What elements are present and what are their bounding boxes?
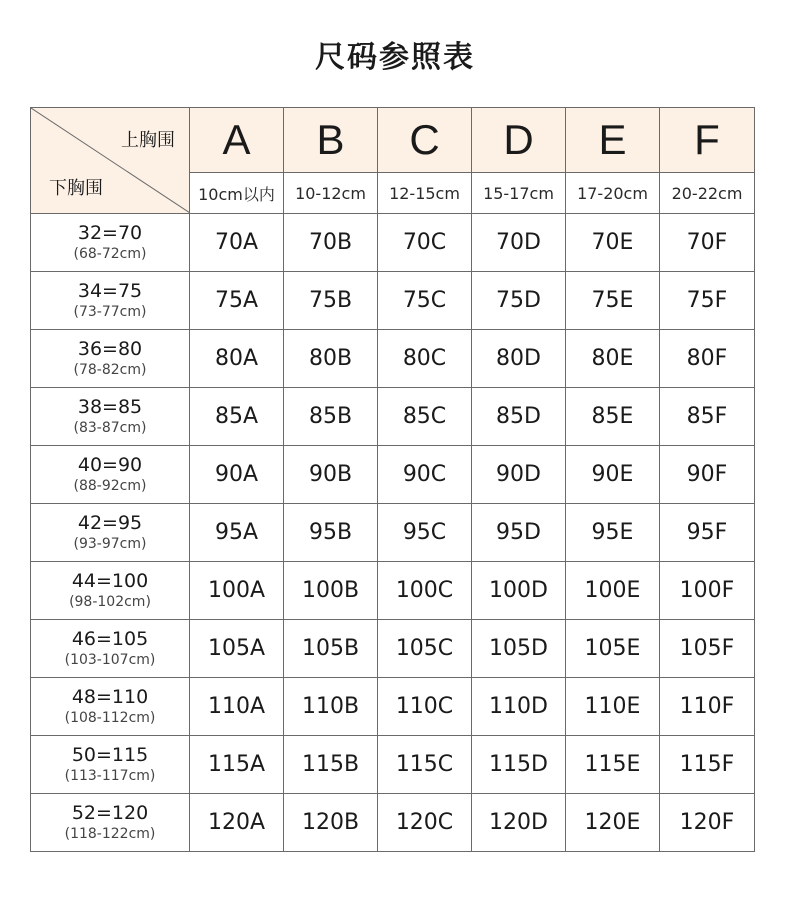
size-cell: 100D <box>472 562 566 620</box>
table-row <box>31 272 755 330</box>
size-cell: 95E <box>566 504 660 562</box>
cup-letter-cell: F <box>660 108 755 173</box>
band-size-cell <box>31 330 190 388</box>
size-cell: 110E <box>566 678 660 736</box>
size-cell: 80A <box>190 330 284 388</box>
size-cell: 90D <box>472 446 566 504</box>
band-size-cell <box>31 214 190 272</box>
band-size-label: 38=85 <box>77 395 143 418</box>
table-row <box>31 446 755 504</box>
size-cell: 95A <box>190 504 284 562</box>
size-cell: 110C <box>378 678 472 736</box>
size-cell: 70A <box>190 214 284 272</box>
size-cell: 95D <box>472 504 566 562</box>
size-cell: 75B <box>284 272 378 330</box>
size-cell: 90A <box>190 446 284 504</box>
size-cell: 95F <box>660 504 755 562</box>
size-cell: 85D <box>472 388 566 446</box>
size-cell: 115F <box>660 736 755 794</box>
size-cell: 100E <box>566 562 660 620</box>
size-cell: 70F <box>660 214 755 272</box>
size-cell: 70D <box>472 214 566 272</box>
cup-range-cell: 12-15cm <box>378 173 472 214</box>
size-cell: 90F <box>660 446 755 504</box>
band-range-label: (113-117cm) <box>64 767 156 784</box>
cup-range-cell: 10cm以内 <box>190 173 284 214</box>
band-size-label: 46=105 <box>71 627 149 650</box>
band-range-label: (98-102cm) <box>69 593 151 610</box>
band-range-label: (78-82cm) <box>73 361 147 378</box>
under-bust-label: 下胸围 <box>49 178 103 199</box>
table-row <box>31 736 755 794</box>
band-range-label: (83-87cm) <box>73 419 147 436</box>
size-cell: 95C <box>378 504 472 562</box>
cup-letter-cell: D <box>472 108 566 173</box>
size-cell: 115B <box>284 736 378 794</box>
size-cell: 120B <box>284 794 378 852</box>
size-cell: 100C <box>378 562 472 620</box>
band-size-label: 50=115 <box>71 743 149 766</box>
band-size-cell <box>31 736 190 794</box>
band-size-cell <box>31 504 190 562</box>
size-cell: 105B <box>284 620 378 678</box>
page-title: 尺码参照表 <box>315 40 475 75</box>
table-row <box>31 620 755 678</box>
size-cell: 70B <box>284 214 378 272</box>
band-size-label: 48=110 <box>71 685 149 708</box>
size-cell: 110A <box>190 678 284 736</box>
size-cell: 120C <box>378 794 472 852</box>
size-cell: 80B <box>284 330 378 388</box>
size-cell: 120E <box>566 794 660 852</box>
band-size-label: 44=100 <box>71 569 149 592</box>
size-cell: 110D <box>472 678 566 736</box>
band-range-label: (103-107cm) <box>64 651 156 668</box>
cup-range-cell: 20-22cm <box>660 173 755 214</box>
band-size-label: 52=120 <box>71 801 149 824</box>
size-cell: 75D <box>472 272 566 330</box>
band-size-label: 42=95 <box>77 511 143 534</box>
size-cell: 105E <box>566 620 660 678</box>
cup-letter-cell: C <box>378 108 472 173</box>
band-range-label: (108-112cm) <box>64 709 156 726</box>
band-size-cell <box>31 272 190 330</box>
size-cell: 90B <box>284 446 378 504</box>
cup-letter-cell: E <box>566 108 660 173</box>
size-cell: 75F <box>660 272 755 330</box>
size-cell: 105C <box>378 620 472 678</box>
cup-letter-cell: B <box>284 108 378 173</box>
corner-header-cell <box>31 108 190 214</box>
size-cell: 80E <box>566 330 660 388</box>
band-range-label: (88-92cm) <box>73 477 147 494</box>
size-cell: 80D <box>472 330 566 388</box>
band-size-cell <box>31 678 190 736</box>
band-size-cell <box>31 562 190 620</box>
band-size-label: 36=80 <box>77 337 143 360</box>
size-cell: 90E <box>566 446 660 504</box>
cup-range-cell: 15-17cm <box>472 173 566 214</box>
size-cell: 70E <box>566 214 660 272</box>
size-cell: 75C <box>378 272 472 330</box>
band-size-label: 40=90 <box>77 453 143 476</box>
table-row <box>31 794 755 852</box>
band-size-cell <box>31 446 190 504</box>
size-cell: 120A <box>190 794 284 852</box>
cup-range-cell: 17-20cm <box>566 173 660 214</box>
size-cell: 80C <box>378 330 472 388</box>
size-cell: 110B <box>284 678 378 736</box>
size-cell: 115C <box>378 736 472 794</box>
band-size-cell <box>31 794 190 852</box>
size-cell: 100B <box>284 562 378 620</box>
table-row <box>31 388 755 446</box>
size-cell: 110F <box>660 678 755 736</box>
size-cell: 120D <box>472 794 566 852</box>
table-row <box>31 678 755 736</box>
size-cell: 80F <box>660 330 755 388</box>
band-range-label: (93-97cm) <box>73 535 147 552</box>
size-cell: 85B <box>284 388 378 446</box>
band-range-label: (68-72cm) <box>73 245 147 262</box>
band-size-cell <box>31 388 190 446</box>
size-chart-table <box>30 107 755 852</box>
cup-range-cell: 10-12cm <box>284 173 378 214</box>
size-cell: 75A <box>190 272 284 330</box>
table-row <box>31 214 755 272</box>
upper-bust-label: 上胸围 <box>121 130 175 151</box>
size-cell: 90C <box>378 446 472 504</box>
size-cell: 105A <box>190 620 284 678</box>
cup-letter-row <box>31 108 755 173</box>
band-size-label: 34=75 <box>77 279 143 302</box>
size-cell: 75E <box>566 272 660 330</box>
table-row <box>31 504 755 562</box>
size-cell: 105D <box>472 620 566 678</box>
size-cell: 115D <box>472 736 566 794</box>
size-cell: 85C <box>378 388 472 446</box>
table-row <box>31 330 755 388</box>
size-cell: 85A <box>190 388 284 446</box>
size-cell: 115A <box>190 736 284 794</box>
size-cell: 85F <box>660 388 755 446</box>
size-cell: 105F <box>660 620 755 678</box>
size-cell: 70C <box>378 214 472 272</box>
band-size-cell <box>31 620 190 678</box>
table-row <box>31 562 755 620</box>
band-range-label: (73-77cm) <box>73 303 147 320</box>
size-cell: 100F <box>660 562 755 620</box>
size-cell: 115E <box>566 736 660 794</box>
size-cell: 85E <box>566 388 660 446</box>
size-cell: 120F <box>660 794 755 852</box>
size-cell: 95B <box>284 504 378 562</box>
cup-letter-cell: A <box>190 108 284 173</box>
size-cell: 100A <box>190 562 284 620</box>
band-size-label: 32=70 <box>77 221 143 244</box>
band-range-label: (118-122cm) <box>64 825 156 842</box>
